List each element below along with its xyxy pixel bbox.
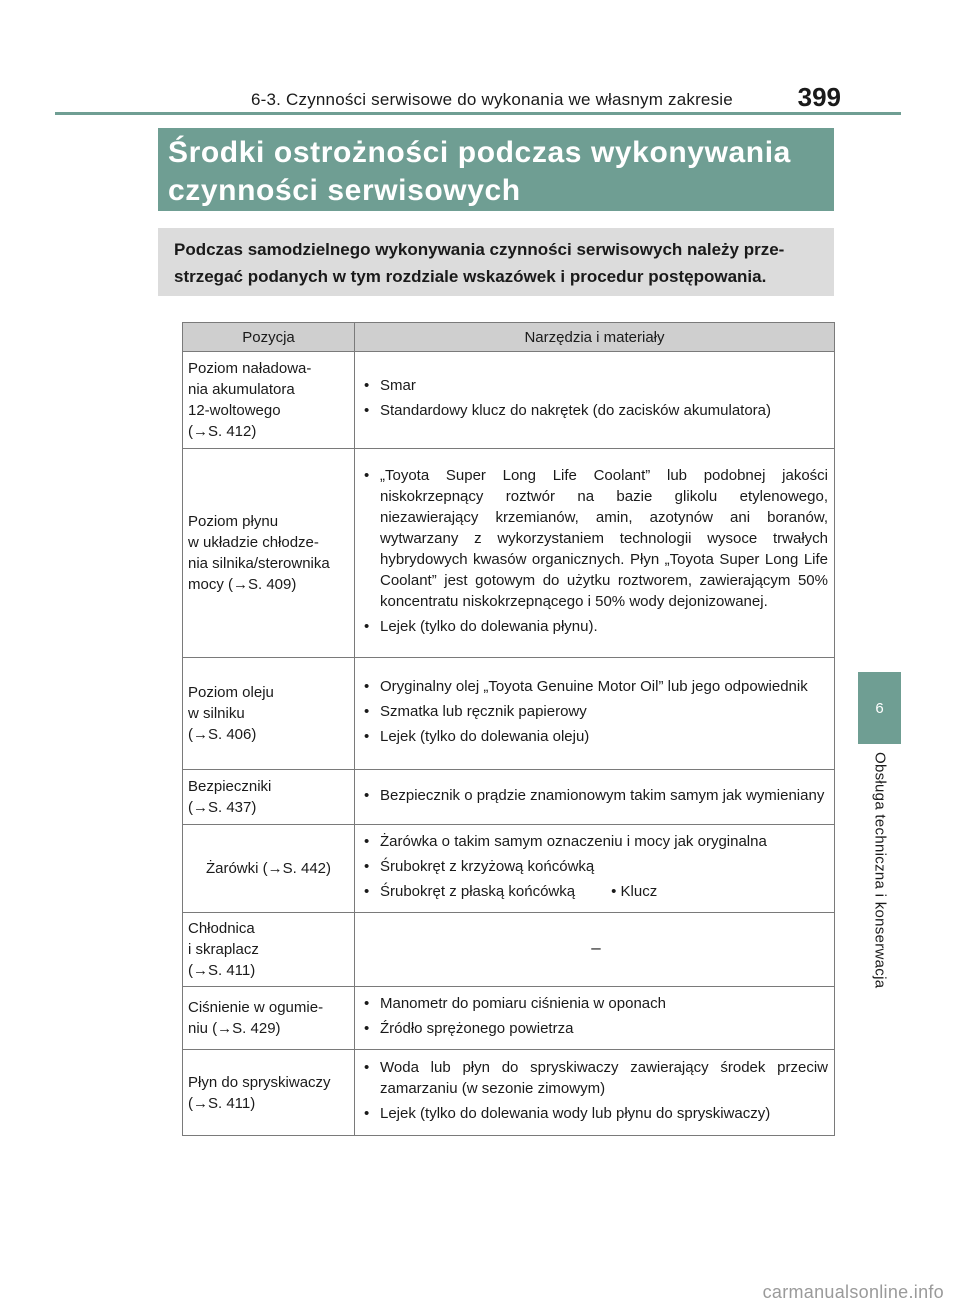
running-head [251,84,841,110]
row-tools [355,449,835,658]
row-position: Poziom oleju w silniku (→S. 406) [183,658,355,770]
chapter-tab: 6 [858,672,901,744]
list-item: • Śrubokręt z krzyżową końcówką [364,856,828,877]
list-item: • Oryginalny olej „Toyota Genuine Motor Oil” lub jego odpowiednik [364,676,828,697]
row-position: Bezpieczniki (→S. 437) [183,770,355,825]
table-row [183,770,835,825]
watermark: carmanualsonline.info [762,1282,944,1302]
intro-line-2: strzegać podanych w tym rozdziale wskazówek i procedur postępowania. [174,267,767,286]
row-position: Ciśnienie w ogumie- niu (→S. 429) [183,987,355,1050]
table-row [183,449,835,658]
table-row [183,1050,835,1136]
row-tools [355,825,835,913]
header-rule [55,112,901,115]
list-item: • Szmatka lub ręcznik papierowy [364,701,828,722]
row-position: Chłodnica i skraplacz (→S. 411) [183,913,355,987]
list-item: • Lejek (tylko do dolewania oleju) [364,726,828,747]
row-tools [355,1050,835,1136]
table-header-row [183,323,835,352]
table-row [183,352,835,449]
row-position: Żarówki (→S. 442) [183,825,355,913]
row-tools-empty: – [355,913,835,987]
row-tools [355,987,835,1050]
list-item: • Standardowy klucz do nakrętek (do zacisków akumulatora) [364,400,828,421]
table-row [183,913,835,987]
list-item: • Lejek (tylko do dolewania płynu). [364,616,828,637]
header-position: Pozycja [183,323,355,352]
row-position: Poziom płynu w układzie chłodze- nia silnika/sterownika mocy (→S. 409) [183,449,355,658]
list-item: • Źródło sprężonego powietrza [364,1018,828,1039]
list-item-text: Śrubokręt z płaską końcówką [380,883,576,900]
list-item: • „Toyota Super Long Life Coolant” lub podobnej jakości niskokrzepnący roztwór na bazie glikolu etylenowego, niezawierający krzemianów, amin, azotynów ani boranów, wytwarzany z wykorzystaniem technologii wysoce trwałych hybrydowych kwasów organicznych. Płyn „Toyota Super Long Life Coolant” jest gotowym do użytku roztworem, zawierającym 50% koncentratu niskokrzepnącego i 50% wody dejonizowanej. [364,465,828,612]
list-item: • Smar [364,375,828,396]
row-tools [355,770,835,825]
list-item [364,881,828,902]
row-position: Płyn do spryskiwaczy (→S. 411) [183,1050,355,1136]
list-item: • Lejek (tylko do dolewania wody lub płynu do spryskiwaczy) [364,1103,828,1124]
page-title-line-1: Środki ostrożności podczas wykonywania [168,136,791,169]
page-number: 399 [797,82,841,112]
row-position: Poziom naładowa- nia akumulatora 12-woltowego (→S. 412) [183,352,355,449]
table-row [183,658,835,770]
list-item: • Żarówka o takim samym oznaczeniu i mocy jak oryginalna [364,831,828,852]
intro-line-1: Podczas samodzielnego wykonywania czynności serwisowych należy prze- [174,240,785,259]
list-item: • Manometr do pomiaru ciśnienia w oponach [364,993,828,1014]
row-tools [355,352,835,449]
intro-box [158,228,834,296]
header-tools: Narzędzia i materiały [355,323,835,352]
chapter-label: Obsługa techniczna i konserwacja [871,752,889,989]
list-item: • Bezpiecznik o prądzie znamionowym takim samym jak wymieniany [364,785,828,806]
list-item: • Woda lub płyn do spryskiwaczy zawierający środek przeciw zamarzaniu (w sezonie zimowym) [364,1057,828,1099]
page-title-line-2: czynności serwisowych [168,174,521,207]
table-row [183,825,835,913]
tools-table [182,322,835,1136]
list-item-text: Klucz [620,883,658,900]
inline-bullet-item: • Klucz [611,883,658,900]
section-title: 6-3. Czynności serwisowe do wykonania we własnym zakresie [251,90,733,109]
row-tools [355,658,835,770]
table-row [183,987,835,1050]
page-title [158,128,834,211]
